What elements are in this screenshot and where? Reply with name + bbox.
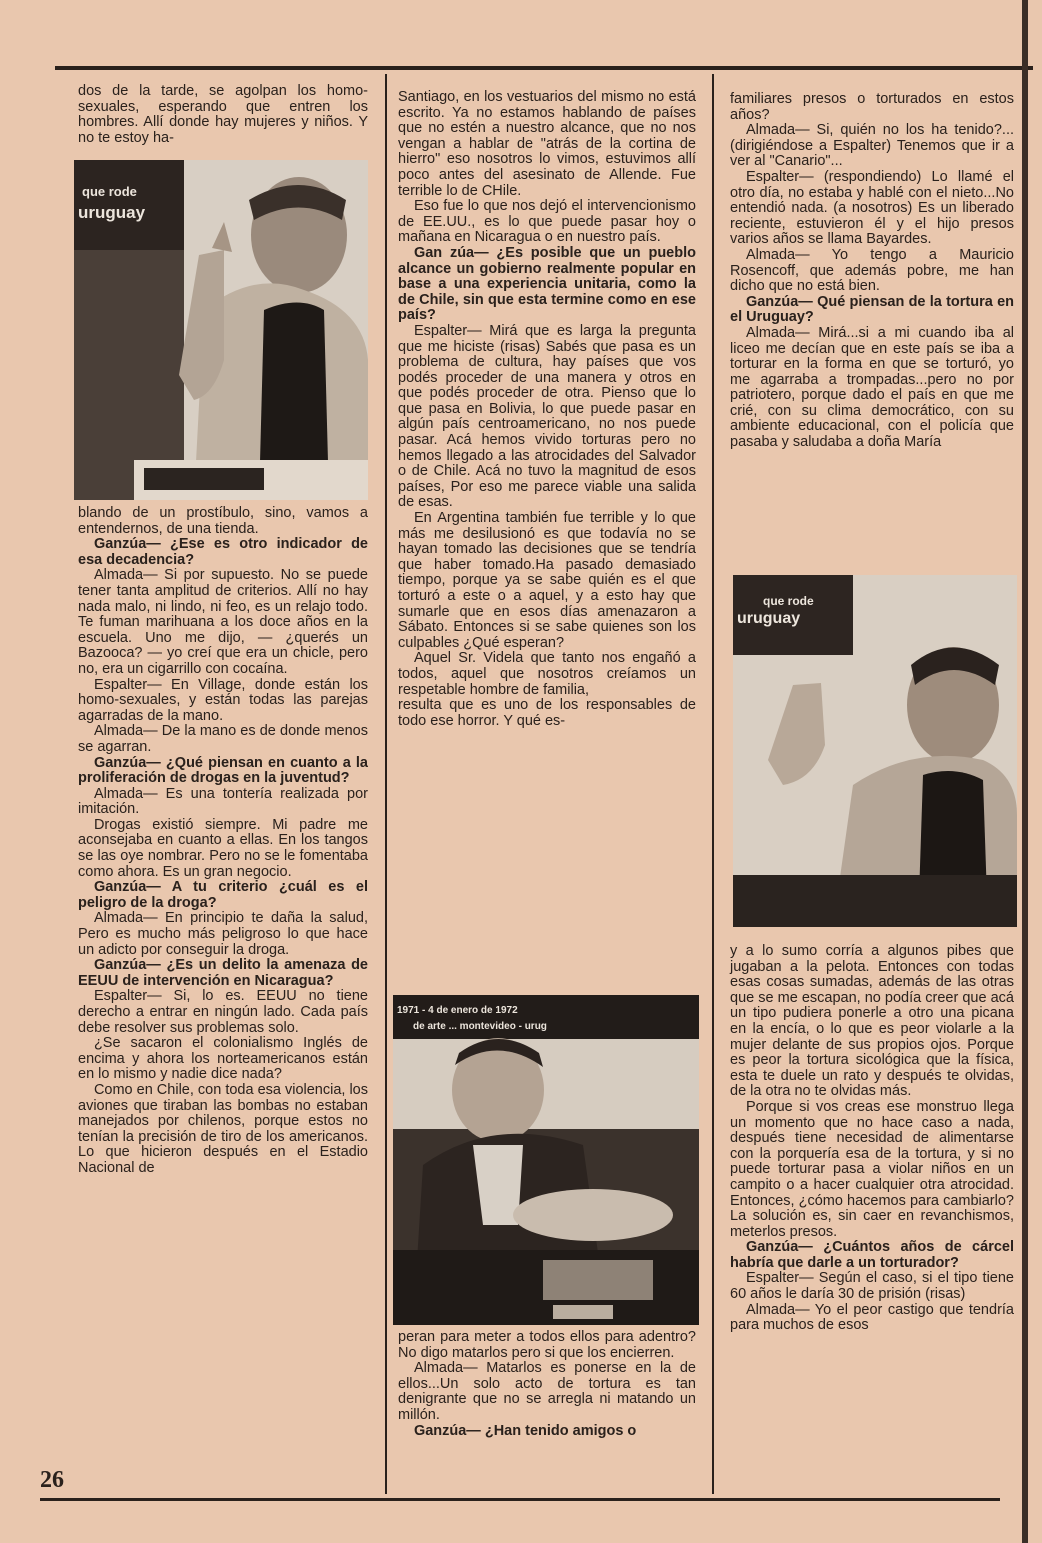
paragraph: Almada— De la mano es de donde menos se agarran. <box>78 723 368 755</box>
paragraph: Eso fue lo que nos dejó el intervencionismo de EE.UU., es lo que puede pasar hoy o mañana en Nicaragua o en nuestro país. <box>398 198 696 246</box>
paragraph: Almada— En principio te daña la salud, Pero es mucho más peligroso lo que hace un adicto por conseguir la droga. <box>78 910 368 958</box>
photo-3-banner-line2: uruguay <box>737 610 801 627</box>
paragraph: Almada— Si, quién no los ha tenido?...(dirigiéndose a Espalter) Tenemos que ir a ver al "Canario"... <box>730 122 1014 170</box>
paragraph: Almada— Yo tengo a Mauricio Rosencoff, que además pobre, me han dicho que no está bien. <box>730 246 1014 295</box>
photo-2-banner-line2: de arte ... montevideo - urug <box>413 1021 547 1032</box>
question: Ganzúa— ¿Han tenido amigos o <box>413 1422 637 1439</box>
top-rule <box>55 66 1033 70</box>
paragraph: peran para meter a todos ellos para adentro? No digo matarlos pero si que los encierren. <box>398 1329 696 1361</box>
photo-1-image <box>74 160 368 500</box>
photo-1-banner-line2: uruguay <box>78 203 146 222</box>
paragraph: Porque si vos creas ese monstruo llega un momento que no hace caso a nada, después tiene necesidad de alimentarse con la porquería esa de la tortura, y si no puede torturar pasa a violar niños en un campito o a hacer cualquier otra atrocidad. Entonces, ¿cómo hacemos para cambiarlo? La solución es, sin caer en revanchismos, meterlos presos. <box>730 1098 1014 1240</box>
paragraph: Como en Chile, con toda esa violencia, los aviones que tiraban las bombas no estaban manejados por chilenos, porque estos no tenían la precisión de tiro de los americanos. Lo que hicieron después en el Estadio Nacional de <box>78 1081 368 1176</box>
question: Ganzúa— A tu criterio ¿cuál es el peligro de la droga? <box>78 879 368 911</box>
column-1-bottom <box>78 506 368 1177</box>
paragraph: ¿Se sacaron el colonialismo Inglés de encima y ahora los norteamericanos están en lo mismo y nadie dice nada? <box>78 1035 368 1083</box>
paragraph: blando de un prostíbulo, sino, vamos a entendernos, de una tienda. <box>78 505 368 537</box>
paragraph: Almada— Es una tontería realizada por imitación. <box>78 785 368 818</box>
question: Ganzúa— ¿Es un delito la amenaza de EEUU de intervención en Nicaragua? <box>78 957 368 989</box>
paragraph: Almada— Mirá...si a mi cuando iba al liceo me decían que en este país se iba a torturar en la forma en que se torturó, yo me agarraba a trompadas...pero no por patriotero, porque dado el país en que me crié, con su clima democrático, con su ambiente educacional, con el policía que pasaba y saludaba a doña María <box>730 324 1014 451</box>
paragraph: En Argentina también fue terrible y lo que más me desilusionó es que todavía no se hayan tomado las decisiones que se tendría que haber tomado.Ha pasado demasiado tiempo, porque ya se sabe quién es el que torturó a este o a aquel, y a esto hay que sumarle que en esos días amenazaron a Sábato. Entonces si se sabe quienes son los culpables ¿Qué esperan? <box>398 510 696 651</box>
paragraph: Espalter— (respondiendo) Lo llamé el otro día, no estaba y hablé con el nieto...No entendió nada. (a nosotros) Es un liberado reciente, estuvieron él y el hijo presos varios años se llama Bayardes. <box>730 168 1014 248</box>
column-3-top <box>730 92 1014 451</box>
paragraph: Drogas existió siempre. Mi padre me aconsejaba en cuanto a ellas. En los tangos se las oye nombrar. Pero no se le fomentaba como ahora. Es un gran negocio. <box>78 816 368 880</box>
page-number: 26 <box>40 1467 64 1493</box>
photo-2-banner-line1: 1971 - 4 de enero de 1972 <box>397 1005 518 1016</box>
column-3-bottom <box>730 944 1014 1334</box>
paragraph: Aquel Sr. Videla que tanto nos engañó a todos, aquel que nosotros creíamos un respetable hombre de familia, <box>398 650 696 698</box>
question: Ganzúa— ¿Cuántos años de cárcel habría que darle a un torturador? <box>730 1239 1014 1271</box>
question: Ganzúa— ¿Ese es otro indicador de esa decadencia? <box>78 536 368 568</box>
paragraph: Espalter— En Village, donde están los homo-sexuales, y están todas las parejas agarradas de la mano. <box>78 676 368 724</box>
paragraph: Almada— Matarlos es ponerse en la de ellos...Un solo acto de tortura es tan denigrante que no se arregla ni matando un millón. <box>398 1360 696 1423</box>
paragraph: y a lo sumo corría a algunos pibes que jugaban a la pelota. Entonces con todas esas cosas sumadas, además de las otras que se me escapan, no podía creer que acá un tipo pudiera ponerle a otro una picana en la encía, o lo que es peor violarle a la mujer delante de sus propios ojos. Porque es peor la tortura sicológica que la física, esta te duele un rato y después te olvidas, de la otra no te olvidas más. <box>730 943 1014 1100</box>
column-rule-1 <box>385 74 387 1494</box>
question: Gan zúa— ¿Es posible que un pueblo alcance un gobierno realmente popular en base a una experiencia unitaria, como la de Chile, sin que esta termine como en ese país? <box>398 244 696 324</box>
photo-almada-gesturing <box>733 575 1017 927</box>
paragraph: Santiago, en los vestuarios del mismo no está escrito. Ya no estamos hablando de países que no estén a nuestro alcance, que no nos vengan a hablar de "atrás de la cortina de hierro" eso nosotros lo vimos, estuvimos allí poco antes del asesinato de Allende. Fue terrible lo de CHile. <box>398 89 696 199</box>
column-rule-2 <box>712 74 714 1494</box>
paragraph: resulta que es uno de los responsables de todo ese horror. Y qué es- <box>398 697 696 729</box>
photo-1-banner-line1: que rode <box>82 184 137 199</box>
photo-3-banner-line1: que rode <box>763 594 814 608</box>
paragraph: Espalter— Si, lo es. EEUU no tiene derecho a entrar en ningún lado. Cada país debe resolver sus problemas solo. <box>78 988 368 1036</box>
paragraph: Espalter— Según el caso, si el tipo tiene 60 años le daría 30 de prisión (risas) <box>730 1270 1014 1303</box>
column-2-bottom <box>398 1330 696 1439</box>
bottom-rule <box>40 1498 1000 1501</box>
column-2-top <box>398 90 696 729</box>
photo-almada-pointing <box>74 160 368 500</box>
paragraph: familiares presos o torturados en estos años? <box>730 91 1014 123</box>
photo-3-image <box>733 575 1017 927</box>
paragraph: dos de la tarde, se agolpan los homo-sexuales, esperando que entren los hombres. Allí donde hay mujeres y niños. Y no te estoy ha- <box>78 83 368 146</box>
paragraph: Almada— Yo el peor castigo que tendría para muchos de esos <box>730 1301 1014 1334</box>
photo-espalter-seated <box>393 995 699 1325</box>
question: Ganzúa— Qué piensan de la tortura en el Uruguay? <box>730 293 1014 326</box>
paragraph: Espalter— Mirá que es larga la pregunta que me hiciste (risas) Sabés que pasa es un problema de cultura, hay países que vos podés proceder de una manera y otros en que podés proceder de otra. Pienso que lo que pasa en Bolivia, lo que puede pasar en algún país centroamericano, no nos puede pasar. Acá hemos vivido torturas pero no hemos llegado a las atrocidades del Salvador o de Chile. Acá no tuvo la magnitud de esos países, Por eso me parece viable una salida de esas. <box>398 322 696 511</box>
question: Ganzúa— ¿Qué piensan en cuanto a la proliferación de drogas en la juventud? <box>78 754 368 787</box>
photo-2-image <box>393 995 699 1325</box>
paragraph: Almada— Si por supuesto. No se puede tener tanta amplitud de criterios. Allí no hay nada malo, ni lindo, ni feo, es un relajo todo. Te fuman marihuana a los doce años en la escuela. Uno me dijo, — ¿querés un Bazooca? — yo creí que era un chicle, pero no, era un cigarrillo con cocaína. <box>78 567 368 677</box>
column-1-top <box>78 84 368 146</box>
right-edge-rule <box>1022 0 1028 1543</box>
